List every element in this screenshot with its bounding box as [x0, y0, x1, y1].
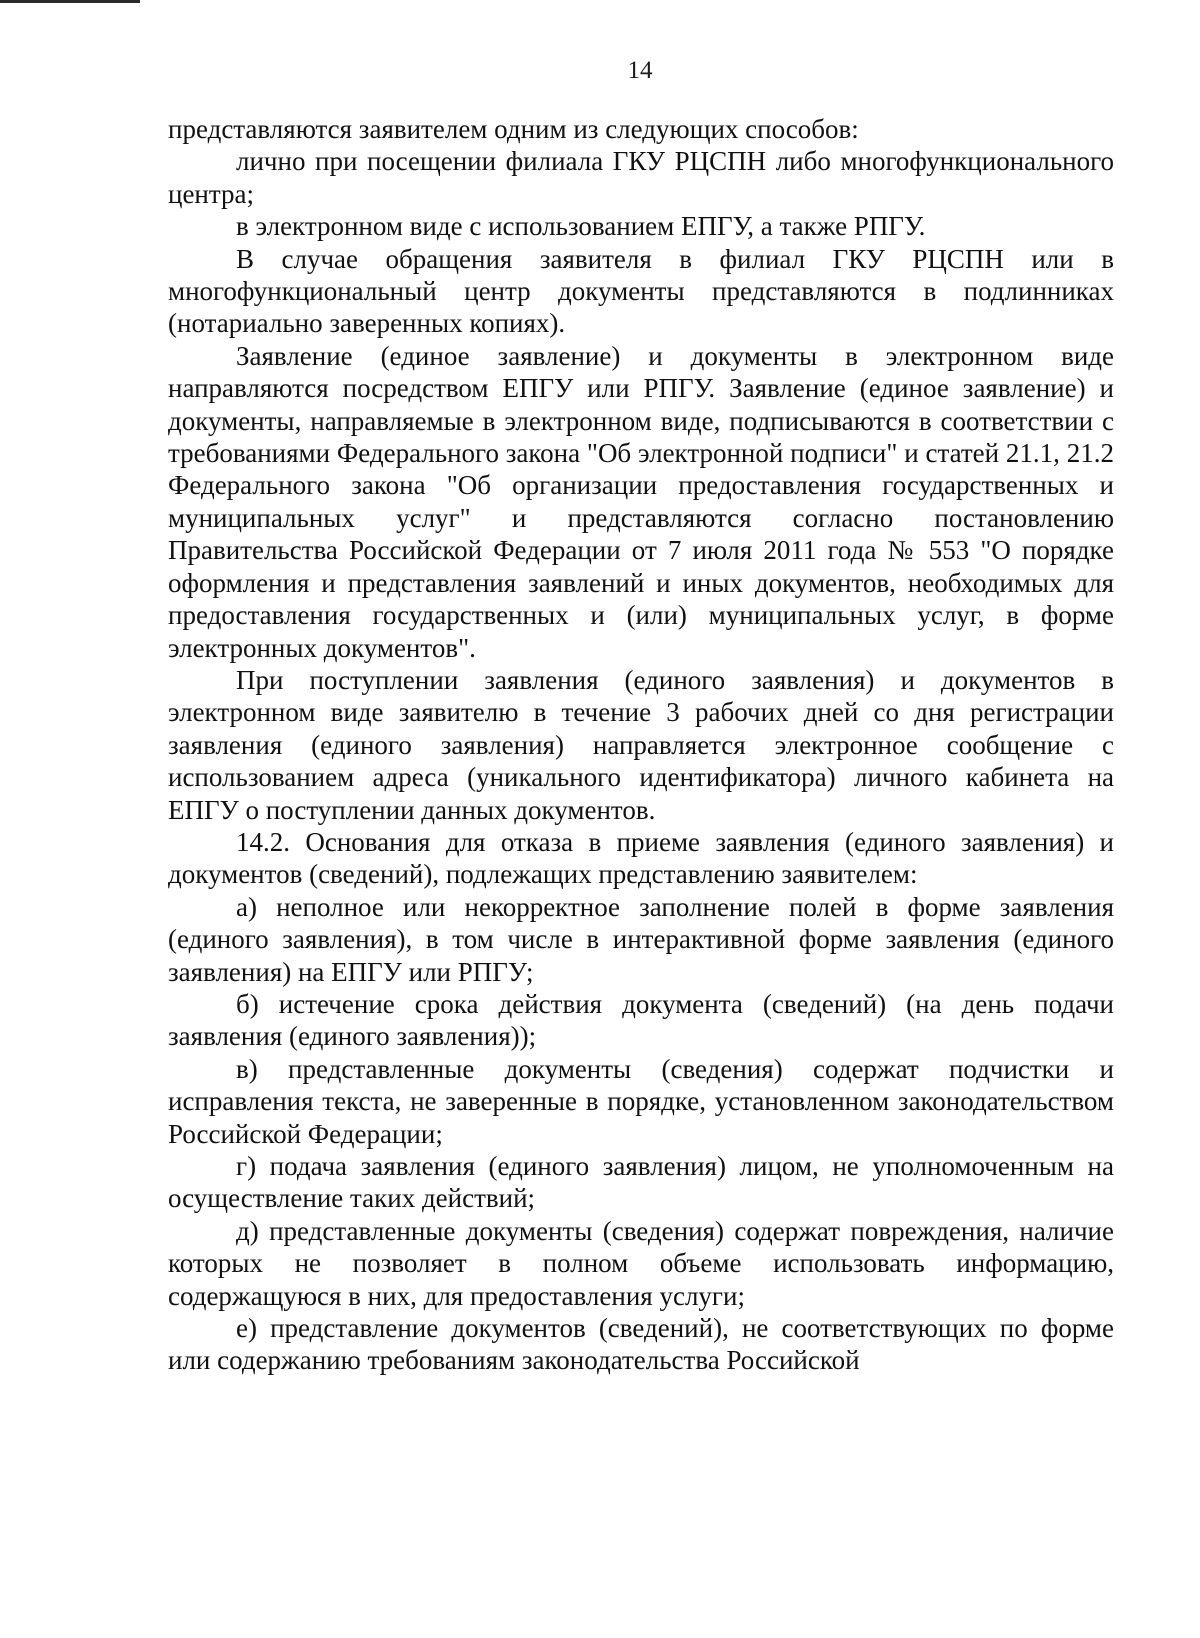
- paragraph-electronic: в электронном виде с использованием ЕПГУ, а также РПГУ.: [236, 211, 926, 242]
- list-item-v: в) представленные документы (сведения) содержат подчистки и исправления текста, не заверенные в порядке, установленном законодательством Российской Федерации;: [168, 1053, 1114, 1149]
- document-body: [168, 113, 1114, 1377]
- list-item-b: б) истечение срока действия документа (сведений) (на день подачи заявления (единого заявления));: [168, 988, 1114, 1052]
- list-item-a: а) неполное или некорректное заполнение полей в форме заявления (единого заявления), в том числе в интерактивной форме заявления (единого заявления) на ЕПГУ или РПГУ;: [168, 891, 1114, 987]
- list-item-e: е) представление документов (сведений), не соответствующих по форме или содержанию требованиям законодательства Российской: [168, 1313, 1114, 1376]
- paragraph-intro: представляются заявителем одним из следующих способов:: [168, 114, 859, 144]
- scan-edge-mark: [0, 0, 140, 3]
- list-item-g: г) подача заявления (единого заявления) лицом, не уполномоченным на осуществление таких действий;: [168, 1151, 1114, 1214]
- paragraph-electronic-submission: Заявление (единое заявление) и документы в электронном виде направляются посредством ЕПГУ или РПГУ. Заявление (единое заявление) и документы, направляемые в электронном виде, подписываются в соответствии с требованиями Федерального закона "Об электронной подписи" и статей 21.1, 21.2 Федерального закона "Об организации предоставления государственных и муниципальных услуг" и представляются согласно постановлению Правительства Российской Федерации от 7 июля 2011 года № 553 "О порядке оформления и представления заявлений и иных документов, необходимых для предоставления государственных и (или) муниципальных услуг, в форме электронных документов".: [168, 340, 1114, 663]
- page-number: 14: [627, 57, 653, 84]
- paragraph-in-person: лично при посещении филиала ГКУ РЦСПН либо многофункционального центра;: [168, 146, 1114, 209]
- paragraph-notification: При поступлении заявления (единого заявления) и документов в электронном виде заявителю в течение 3 рабочих дней со дня регистрации заявления (единого заявления) направляется электронное сообщение с использованием адреса (уникального идентификатора) личного кабинета на ЕПГУ о поступлении данных документов.: [168, 664, 1114, 825]
- paragraph-originals: В случае обращения заявителя в филиал ГКУ РЦСПН или в многофункциональный центр документы представляются в подлинниках (нотариально заверенных копиях).: [168, 243, 1114, 339]
- paragraph-section-14-2: 14.2. Основания для отказа в приеме заявления (единого заявления) и документов (сведений), подлежащих представлению заявителем:: [168, 826, 1114, 890]
- list-item-d: д) представленные документы (сведения) содержат повреждения, наличие которых не позволяет в полном объеме использовать информацию, содержащуюся в них, для предоставления услуги;: [168, 1215, 1114, 1311]
